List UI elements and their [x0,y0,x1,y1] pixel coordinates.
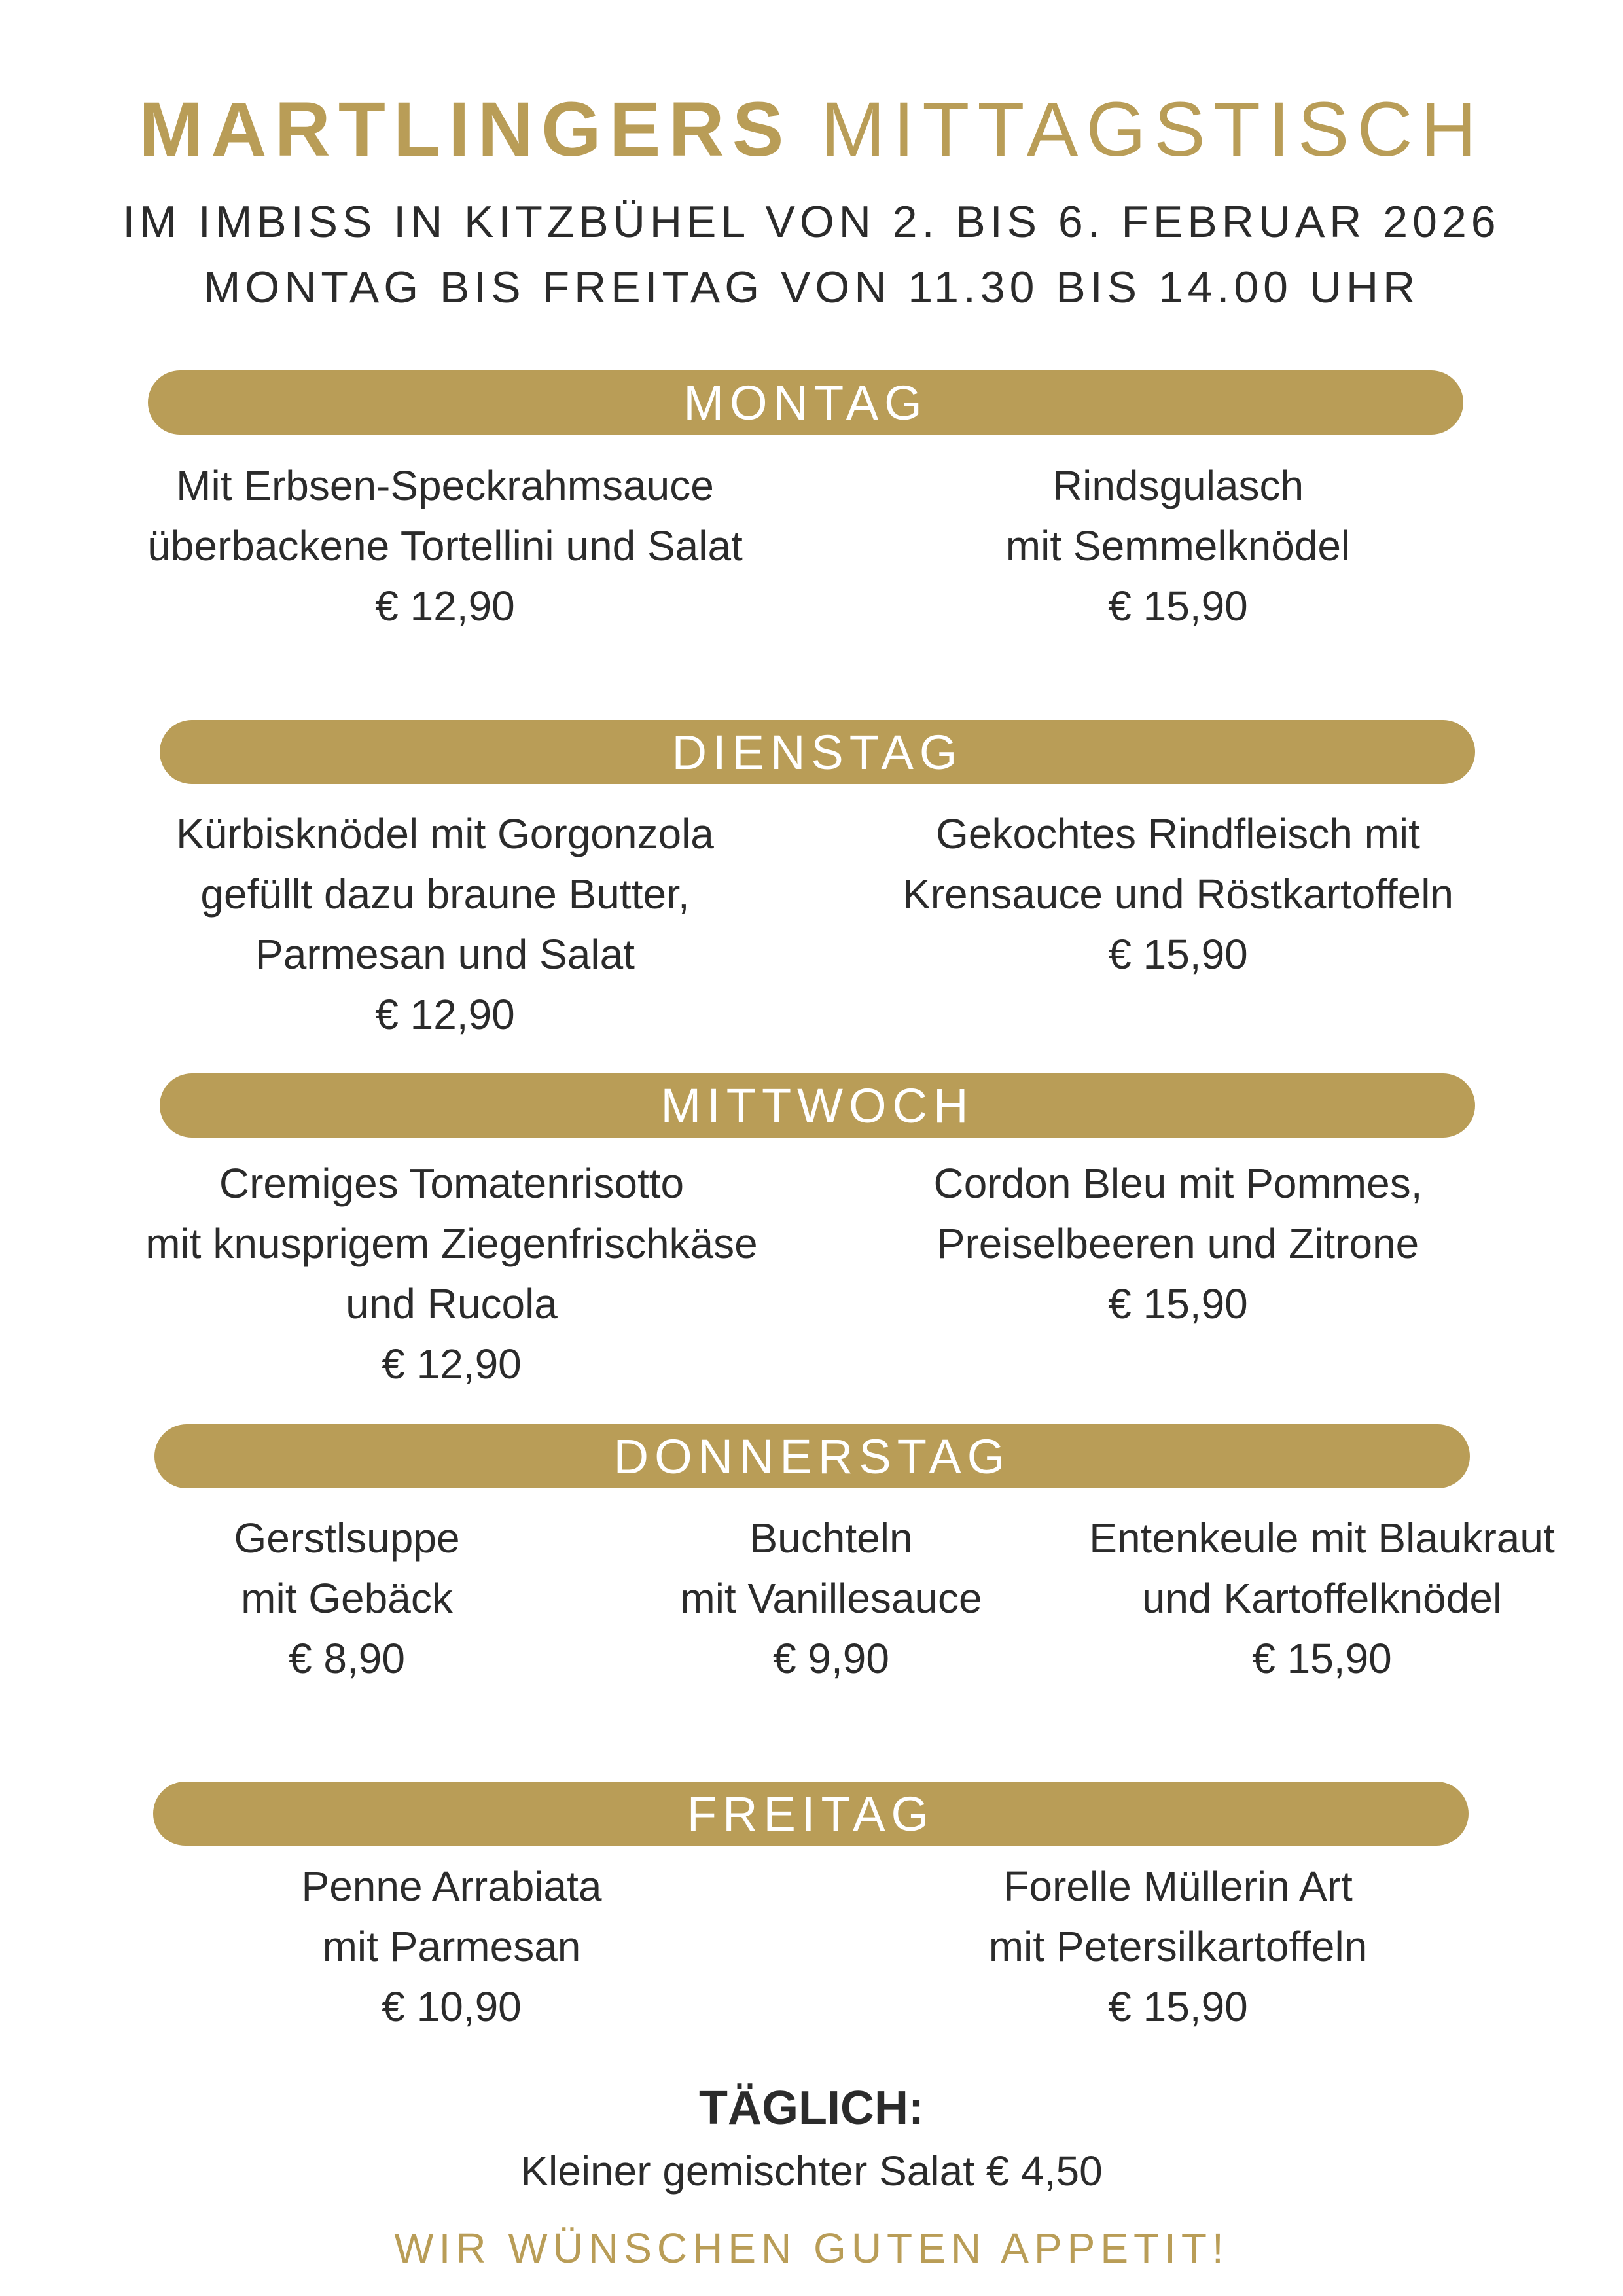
day-bar-freitag: FREITAG [153,1782,1469,1846]
dish-price: € 10,90 [382,1983,522,2030]
dish-price: € 15,90 [1108,931,1248,978]
dish-line: Preiselbeeren und Zitrone [936,1220,1419,1267]
dish-price: € 15,90 [1252,1635,1392,1682]
dish-line: mit Petersilkartoffeln [988,1923,1368,1970]
dish-line: Cordon Bleu mit Pommes, [933,1160,1423,1207]
dish-line: Forelle Müllerin Art [1003,1863,1353,1910]
day-bar-mittwoch: MITTWOCH [160,1073,1475,1138]
dish-donnerstag-3 [1047,1508,1597,1689]
dish-line: Buchteln [749,1515,913,1562]
dish-line: Gekochtes Rindfleisch mit [936,810,1420,857]
day-bar-donnerstag: DONNERSTAG [154,1424,1470,1488]
dish-dienstag-2 [812,804,1544,984]
dish-line: mit knusprigem Ziegenfrischkäse [145,1220,758,1267]
dish-line: Gerstlsuppe [234,1515,460,1562]
dish-montag-2 [812,456,1544,636]
subtitle-hours: MONTAG BIS FREITAG VON 11.30 BIS 14.00 UHR [203,262,1420,312]
dish-line: Entenkeule mit Blaukraut [1089,1515,1555,1562]
dish-mittwoch-1 [79,1153,825,1394]
dish-line: und Rucola [346,1280,558,1327]
dish-price: € 12,90 [375,991,515,1038]
dish-line: mit Gebäck [241,1575,453,1622]
day-bar-dienstag: DIENSTAG [160,720,1475,784]
dish-line: mit Vanillesauce [680,1575,982,1622]
dish-dienstag-1 [79,804,812,1045]
dish-line: mit Parmesan [322,1923,581,1970]
footer-greeting: WIR WÜNSCHEN GUTEN APPETIT! [394,2225,1229,2272]
dish-price: € 12,90 [375,583,515,630]
daily-label: TÄGLICH: [699,2082,924,2134]
dish-line: und Kartoffelknödel [1141,1575,1503,1622]
subtitle-location: IM IMBISS IN KITZBÜHEL VON 2. BIS 6. FEBRUAR 2026 [122,197,1501,247]
dish-mittwoch-2 [812,1153,1544,1334]
dish-line: Penne Arrabiata [301,1863,602,1910]
dish-price: € 15,90 [1108,1280,1248,1327]
dish-donnerstag-2 [628,1508,1034,1689]
dish-price: € 15,90 [1108,583,1248,630]
dish-price: € 15,90 [1108,1983,1248,2030]
page-title [0,85,1623,174]
dish-line: mit Semmelknödel [1005,522,1351,569]
dish-line: Rindsgulasch [1052,462,1304,509]
dish-line: Cremiges Tomatenrisotto [219,1160,685,1207]
dish-line: Krensauce und Röstkartoffeln [902,870,1454,918]
dish-freitag-1 [79,1856,825,2037]
dish-price: € 12,90 [382,1340,522,1388]
day-bar-montag: MONTAG [148,370,1463,435]
dish-donnerstag-1 [151,1508,543,1689]
dish-price: € 9,90 [773,1635,889,1682]
dish-line: überbackene Tortellini und Salat [147,522,743,569]
dish-montag-1 [79,456,812,636]
dish-line: Mit Erbsen-Speckrahmsauce [176,462,714,509]
dish-price: € 8,90 [289,1635,405,1682]
dish-freitag-2 [812,1856,1544,2037]
title-light: MITTAGSTISCH [821,86,1484,173]
dish-line: Kürbisknödel mit Gorgonzola [176,810,714,857]
dish-line: Parmesan und Salat [255,931,635,978]
dish-line: gefüllt dazu braune Butter, [200,870,690,918]
daily-text: Kleiner gemischter Salat € 4,50 [520,2147,1103,2195]
title-bold: MARTLINGERS [139,86,792,173]
